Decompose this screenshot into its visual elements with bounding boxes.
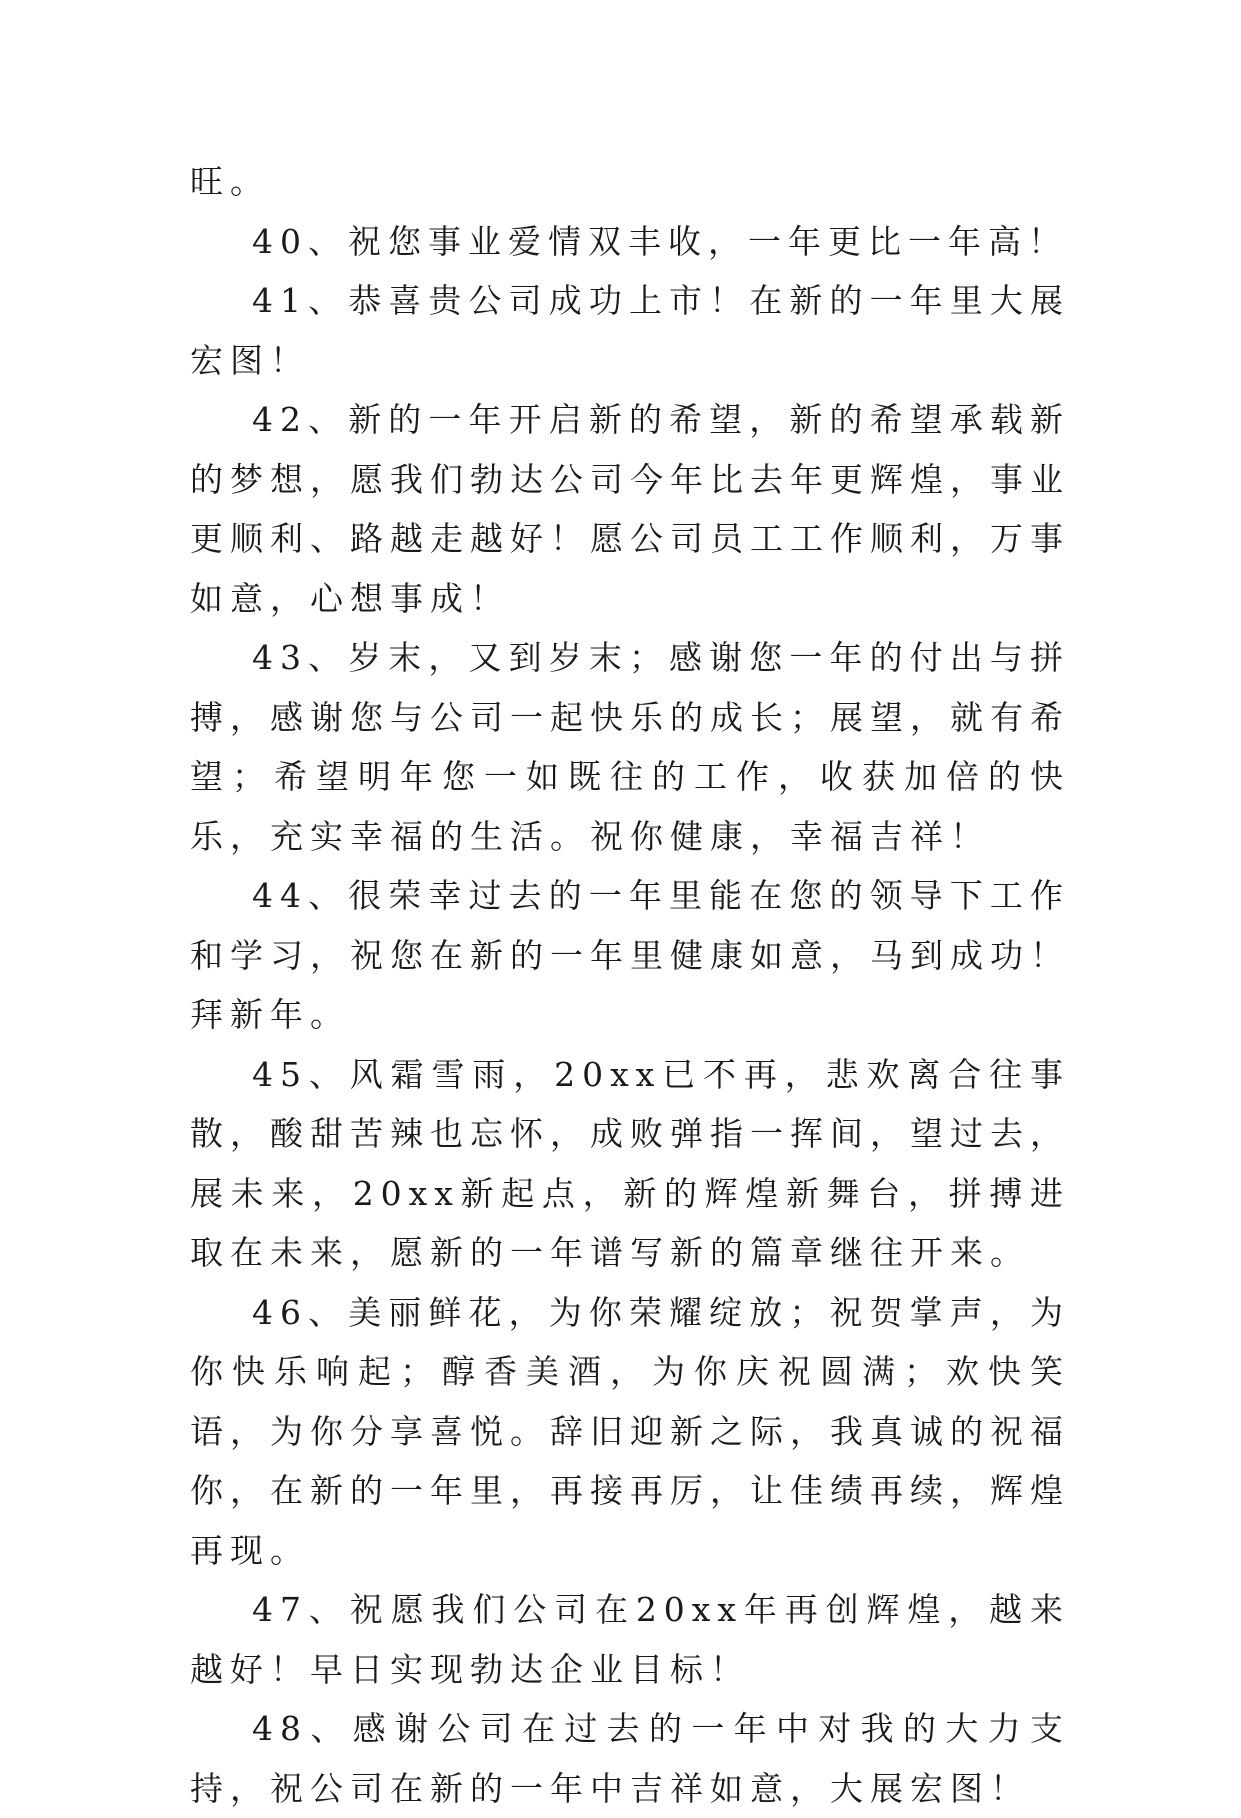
paragraph-48: 48、感谢公司在过去的一年中对我的大力支持，祝公司在新的一年中吉祥如意，大展宏图！ [190, 1709, 1070, 1808]
paragraph-41: 41、恭喜贵公司成功上市！在新的一年里大展宏图！ [190, 281, 1070, 380]
paragraph-42: 42、新的一年开启新的希望，新的希望承载新的梦想，愿我们勃达公司今年比去年更辉煌，事业更顺利、路越走越好！愿公司员工工作顺利，万事如意，心想事成！ [190, 400, 1070, 618]
paragraph-40: 40、祝您事业爱情双丰收，一年更比一年高！ [252, 221, 1068, 261]
paragraph-continuation: 旺。 [190, 162, 270, 201]
paragraph-46: 46、美丽鲜花，为你荣耀绽放；祝贺掌声，为你快乐响起；醇香美酒，为你庆祝圆满；欢快笑语，为你分享喜悦。辞旧迎新之际，我真诚的祝福你，在新的一年里，再接再厉，让佳绩再续，辉煌再现。 [190, 1292, 1070, 1570]
paragraph-45: 45、风霜雪雨，20xx已不再，悲欢离合往事散，酸甜苦辣也忘怀，成败弹指一挥间，望过去，展未来，20xx新起点，新的辉煌新舞台，拼搏进取在未来，愿新的一年谱写新的篇章继往开来。 [190, 1054, 1070, 1272]
document-body [190, 152, 1070, 1818]
paragraph-44: 44、很荣幸过去的一年里能在您的领导下工作和学习，祝您在新的一年里健康如意，马到成功！拜新年。 [190, 876, 1070, 1034]
paragraph-47: 47、祝愿我们公司在20xx年再创辉煌，越来越好！早日实现勃达企业目标！ [190, 1590, 1070, 1689]
paragraph-43: 43、岁末，又到岁末；感谢您一年的付出与拼搏，感谢您与公司一起快乐的成长；展望，就有希望；希望明年您一如既往的工作，收获加倍的快乐，充实幸福的生活。祝你健康，幸福吉祥！ [190, 638, 1070, 856]
